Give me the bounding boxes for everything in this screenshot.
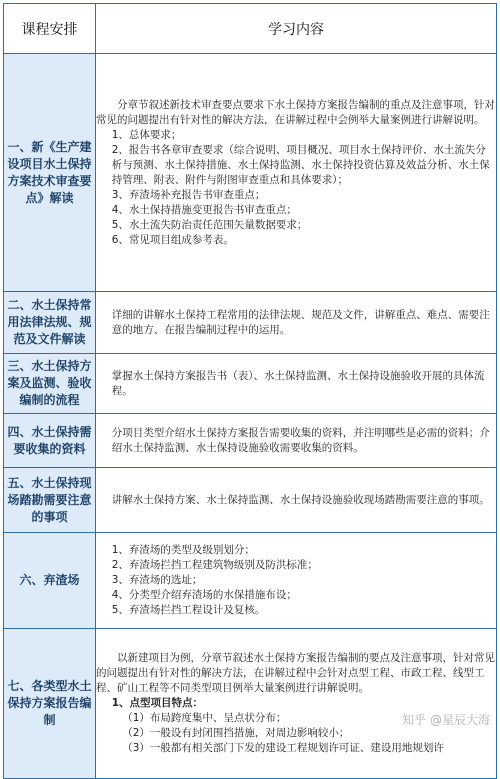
topic-cell: 一、新《生产建设项目水土保持方案技术审查要点》解读 xyxy=(4,54,96,292)
list-item: （1）布局跨度集中、呈点状分布； xyxy=(96,711,496,726)
topic-cell: 三、水土保持方案及监测、验收编制的流程 xyxy=(4,354,96,414)
table-row xyxy=(4,533,497,629)
list-item: 1、总体要求； xyxy=(96,128,496,143)
table-row xyxy=(4,54,497,292)
header-row xyxy=(4,4,497,54)
topic-cell: 五、水土保持现场踏勘需要注意的事项 xyxy=(4,468,96,533)
content-cell xyxy=(96,292,497,354)
list-item: 6、常见项目组成参考表。 xyxy=(96,233,496,248)
content-cell xyxy=(96,354,497,414)
table-row xyxy=(4,414,497,468)
content-cell xyxy=(96,414,497,468)
topic-cell: 二、水土保持常用法律法规、规范及文件解读 xyxy=(4,292,96,354)
content-cell xyxy=(96,629,497,779)
list-item: 4、水土保持措施变更报告书审查重点； xyxy=(96,203,496,218)
content-text: 掌握水土保持方案报告书（表）、水土保持监测、水土保持设施验收开展的具体流程。 xyxy=(96,369,496,399)
list-item: 5、水土流失防治责任范围矢量数据要求； xyxy=(96,218,496,233)
content-text: 分项目类型介绍水土保持方案报告需要收集的资料，并注明哪些是必需的资料；介绍水土保持监测、水土保持设施验收需要收集的资料。 xyxy=(96,426,496,456)
course-table xyxy=(3,3,497,779)
content-text: 讲解水土保持方案、水土保持监测、水土保持设施验收现场踏勘需要注意的事项。 xyxy=(96,493,496,508)
list-item: 4、分类型介绍弃渣场的水保措施布设； xyxy=(96,588,496,603)
list-item: （3）一般都有相关部门下发的建设工程规划许可证、建设用地规划许 xyxy=(96,741,496,756)
list-item: 2、弃渣场拦挡工程建筑物级别及防洪标准； xyxy=(96,558,496,573)
list-item: 3、弃渣场补充报告书审查重点； xyxy=(96,188,496,203)
topic-cell: 四、水土保持需要收集的资料 xyxy=(4,414,96,468)
list-item: 3、弃渣场的选址； xyxy=(96,573,496,588)
subheading: 1、点型项目特点： xyxy=(96,696,496,711)
list-item: 1、弃渣场的类型及级别划分； xyxy=(96,543,496,558)
list-item: 2、报告书各章审查要求（综合说明、项目概况、项目水土保持评价、水土流失分析与预测、水土保持措施、水土保持监测、水土保持投资估算及效益分析、水土保持管理、附表、附件与附图审查重点和具体要求）； xyxy=(96,143,496,188)
content-cell xyxy=(96,533,497,629)
content-intro: 以新建项目为例，分章节叙述水土保持方案报告编制的要点及注意事项，针对常见的问题提出有针对性的解决方法，在讲解过程中会针对点型工程、市政工程、线型工程、矿山工程等不同类型项目例举大量案例进行讲解说明。 xyxy=(96,651,496,696)
topic-cell: 七、各类型水土保持方案报告编制 xyxy=(4,629,96,779)
table-row xyxy=(4,629,497,779)
list-item: （2）一般设有封闭围挡措施，对周边影响较小； xyxy=(96,726,496,741)
table-row xyxy=(4,468,497,533)
table-row xyxy=(4,354,497,414)
table-row xyxy=(4,292,497,354)
list-item: 5、弃渣场拦挡工程设计及复核。 xyxy=(96,603,496,618)
header-course-schedule: 课程安排 xyxy=(4,4,96,54)
watermark: 知乎 @星辰大海 xyxy=(402,711,490,728)
content-cell xyxy=(96,468,497,533)
header-learning-content: 学习内容 xyxy=(96,4,497,54)
topic-cell: 六、弃渣场 xyxy=(4,533,96,629)
content-text: 详细的讲解水土保持工程常用的法律法规、规范及文件，讲解重点、难点、需要注意的地方、在报告编制过程中的运用。 xyxy=(96,308,496,338)
content-intro: 分章节叙述新技术审查要点要求下水土保持方案报告编制的重点及注意事项，针对常见的问题提出有针对性的解决方法，在讲解过程中会例举大量案例进行讲解说明。 xyxy=(96,98,496,128)
content-cell xyxy=(96,54,497,292)
